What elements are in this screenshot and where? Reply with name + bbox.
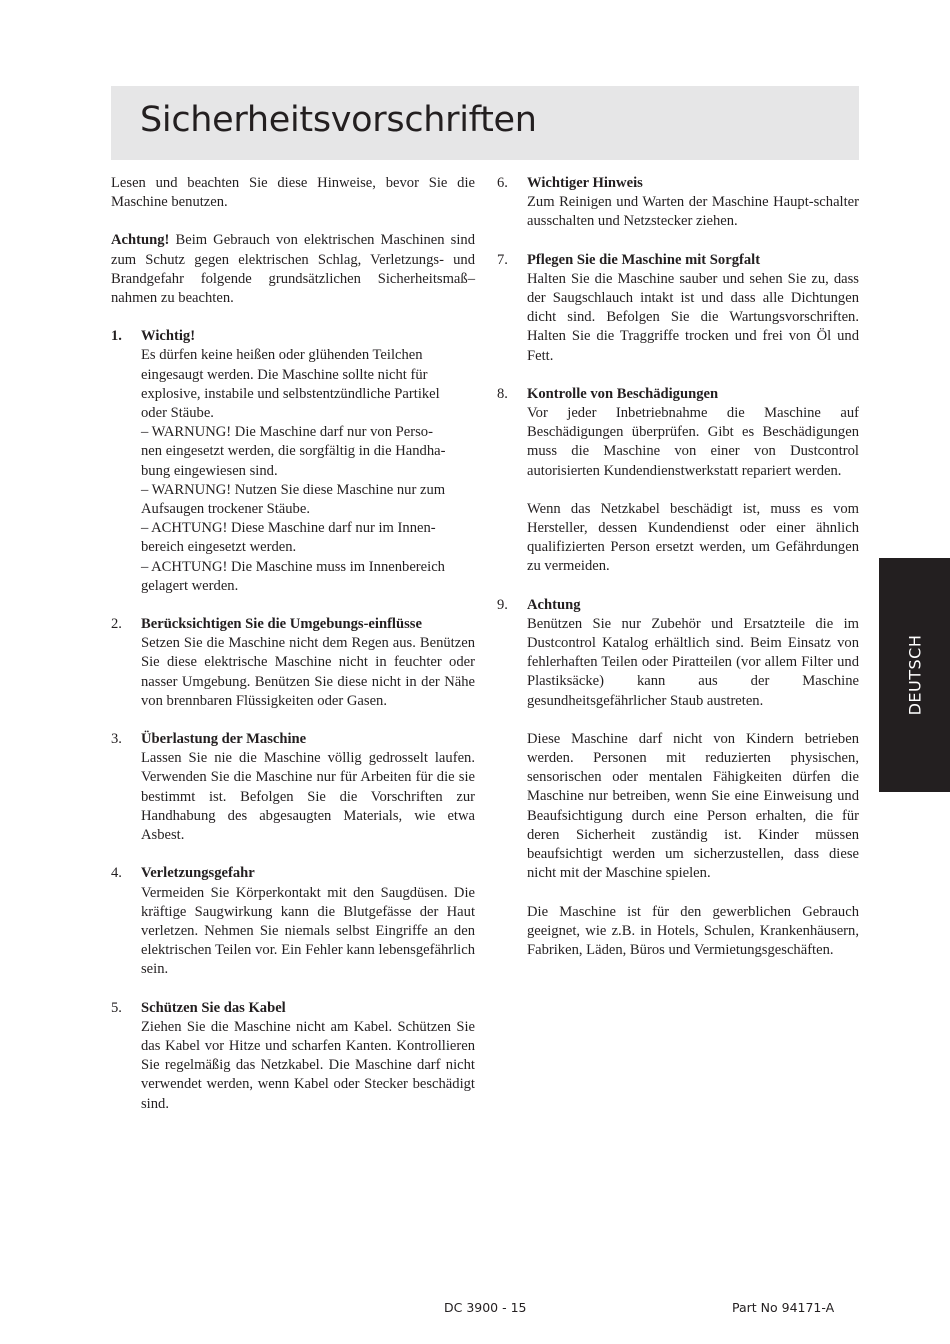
section-text: Setzen Sie die Maschine nicht dem Regen aus. Benützen Sie diese elektrische Maschine nicht in feuchter oder nasser Umgebung. Benützen Sie diese nicht in der Nähe von brennbaren Flüssigkeiten oder Gasen.	[141, 635, 475, 709]
section-7	[497, 251, 859, 366]
section-line: bereich eingesetzt werden.	[141, 539, 297, 556]
part-number: Part No 94171-A	[732, 1300, 835, 1315]
section-text: Lassen Sie nie die Maschine völlig gedrosselt laufen. Verwenden Sie die Maschine nur für Arbeiten für die sie bestimmt ist. Befolgen Sie die Vorschriften zur Handhabung des abgesaugten Materials, wie etwa Asbest.	[141, 750, 475, 844]
section-number: 4.	[111, 865, 122, 882]
section-text: Vor jeder Inbetriebnahme die Maschine auf Beschädigungen überprüfen. Gibt es Beschädigungen muss die Maschine von einer von Dustcontrol autorisierten Kundendienstwerkstatt repariert werden.	[527, 405, 859, 479]
section-text: Zum Reinigen und Warten der Maschine Haupt-schalter ausschalten und Netzstecker ziehen.	[527, 194, 859, 230]
section-line: eingesaugt werden. Die Maschine sollte nicht für	[141, 366, 428, 383]
section-6	[497, 174, 859, 232]
intro-paragraph: Lesen und beachten Sie diese Hinweise, bevor Sie die Maschine benutzen.	[111, 175, 475, 211]
section-number: 5.	[111, 999, 122, 1016]
section-text: Vermeiden Sie Körperkontakt mit den Saugdüsen. Die kräftige Saugwirkung kann die Blutgefässe der Haut verletzen. Nehmen Sie niemals selbst Eingriffe an den elektrischen Teilen vor. Ein Fehler kann lebensgefährlich sein.	[141, 884, 475, 978]
section-number: 6.	[497, 175, 508, 191]
section-heading: Achtung	[527, 596, 581, 613]
section-heading: Wichtig!	[141, 328, 196, 345]
section-text-children: Diese Maschine darf nicht von Kindern betrieben werden. Personen mit reduzierten physischen, sensorischen oder mentalen Fähigkeiten dürfen die Maschine nur betreiben, wenn Sie eine Einweisung und Beaufsichtigung durch eine Person erhalten, die für deren Sicherheit zuständig ist. Kinder müssen beaufsichtigt werden um sicherzustellen, dass diese nicht mit der Maschine spielen.	[527, 730, 859, 882]
warning-label: Achtung!	[111, 232, 170, 249]
section-number: 3.	[111, 731, 122, 748]
left-column	[111, 174, 475, 1133]
warning-text: Beim Gebrauch von elektrischen Maschinen sind zum Schutz gegen elektrischen Schlag, Verletzungs- und Brandgefahr folgende grundsätzlichen Sicherheitsmaß– nahmen zu beachten.	[111, 232, 475, 307]
section-text: Ziehen Sie die Maschine nicht am Kabel. Schützen Sie das Kabel vor Hitze und scharfen Kanten. Kontrollieren Sie regelmäßig das Netzkabel. Die Maschine darf nicht verwendet werden, wenn Kabel oder Stecker beschädigt sind.	[141, 1018, 475, 1112]
section-heading: Überlastung der Maschine	[141, 731, 307, 748]
section-line: – WARNUNG! Die Maschine darf nur von Perso-	[141, 424, 433, 441]
section-heading: Berücksichtigen Sie die Umgebungs-einflüsse	[141, 616, 422, 633]
section-text-cable: Wenn das Netzkabel beschädigt ist, muss es vom Hersteller, dessen Kundendienst oder einer ähnlich qualifizierten Person ersetzt werden, um Gefährdungen zu vermeiden.	[527, 500, 859, 575]
section-body	[141, 346, 475, 596]
page-number: DC 3900 - 15	[444, 1300, 527, 1315]
section-8	[497, 385, 859, 577]
section-5	[111, 999, 475, 1114]
language-tab-label: DEUTSCH	[905, 634, 924, 716]
section-1	[111, 327, 475, 596]
section-line: bung eingewiesen sind.	[141, 462, 278, 479]
section-number: 8.	[497, 385, 508, 402]
title-bar	[111, 86, 859, 160]
section-number: 9.	[497, 596, 508, 613]
section-4	[111, 864, 475, 979]
section-heading: Kontrolle von Beschädigungen	[527, 385, 719, 402]
section-line: nen eingesetzt werden, die sorgfältig in die Handha-	[141, 443, 446, 460]
section-line: – ACHTUNG! Diese Maschine darf nur im Innen-	[141, 520, 436, 537]
page-title: Sicherheitsvorschriften	[140, 100, 537, 140]
section-3	[111, 730, 475, 845]
section-line: gelagert werden.	[141, 577, 239, 594]
section-number: 1.	[111, 328, 122, 345]
section-line: explosive, instabile und selbstentzündliche Partikel	[141, 385, 440, 402]
section-line: Es dürfen keine heißen oder glühenden Teilchen	[141, 347, 423, 364]
section-heading: Pflegen Sie die Maschine mit Sorgfalt	[527, 251, 761, 268]
language-tab	[879, 558, 950, 792]
section-line: Aufsaugen trockener Stäube.	[141, 501, 310, 518]
section-2	[111, 615, 475, 711]
section-number: 2.	[111, 616, 122, 633]
right-column	[497, 174, 859, 979]
section-heading: Wichtiger Hinweis	[527, 175, 643, 191]
section-9	[497, 596, 859, 960]
section-text: Halten Sie die Maschine sauber und sehen Sie zu, dass der Saugschlauch intakt ist und dass alle Dichtungen dicht sind. Befolgen Sie die Wartungsvorschriften. Halten Sie die Traggriffe trocken und frei von Öl und Fett.	[527, 270, 859, 364]
warning-paragraph	[111, 231, 475, 308]
section-line: – WARNUNG! Nutzen Sie diese Maschine nur zum	[141, 481, 446, 498]
section-heading: Verletzungsgefahr	[141, 865, 255, 882]
section-text: Benützen Sie nur Zubehör und Ersatzteile die im Dustcontrol Katalog erhältlich sind. Beim Einsatz von fehlerhaften Teilen oder Piratteilen (vor allem Filter und Plastiksäcke) kann aus der Maschine gesundheitsgefährlicher Staub austreten.	[527, 615, 859, 709]
section-number: 7.	[497, 251, 508, 268]
section-line: – ACHTUNG! Die Maschine muss im Innenbereich	[141, 558, 445, 575]
section-line: oder Stäube.	[141, 405, 214, 422]
section-heading: Schützen Sie das Kabel	[141, 999, 286, 1016]
section-text-commercial: Die Maschine ist für den gewerblichen Gebrauch geeignet, wie z.B. in Hotels, Schulen, Krankenhäusern, Fabriken, Läden, Büros und Vermietungsgeschäften.	[527, 903, 859, 958]
